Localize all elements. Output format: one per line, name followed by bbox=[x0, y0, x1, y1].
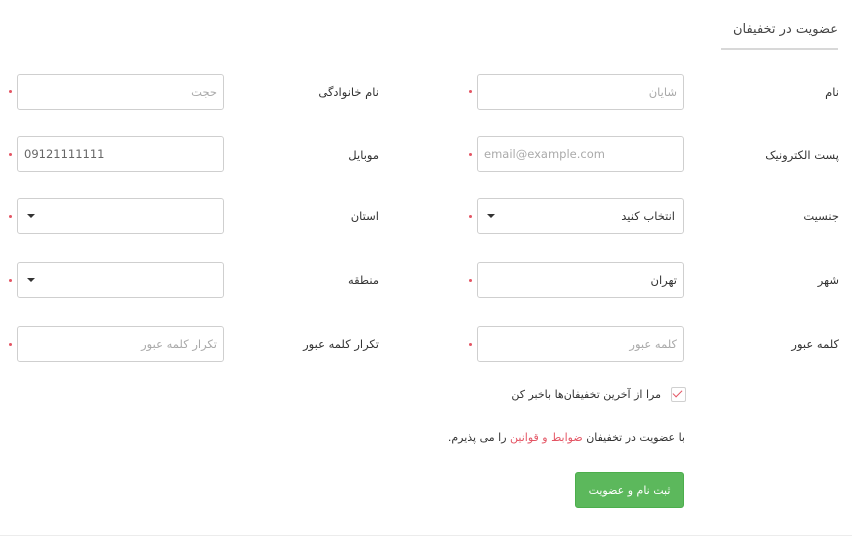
email-input[interactable] bbox=[478, 137, 683, 171]
first-name-input[interactable] bbox=[478, 75, 683, 109]
password-field[interactable] bbox=[477, 326, 684, 362]
gender-select[interactable] bbox=[477, 198, 684, 234]
province-required-dot bbox=[9, 215, 12, 218]
newsletter-checkbox[interactable] bbox=[671, 387, 686, 402]
password-repeat-field[interactable] bbox=[17, 326, 224, 362]
terms-link[interactable]: ضوابط و قوانین bbox=[510, 431, 583, 444]
newsletter-option[interactable] bbox=[511, 387, 686, 402]
mobile-field[interactable] bbox=[17, 136, 224, 172]
gender-required-dot bbox=[469, 215, 472, 218]
region-label: منطقه bbox=[347, 273, 379, 287]
password-repeat-label: تکرار کلمه عبور bbox=[303, 337, 379, 351]
gender-label: جنسیت bbox=[803, 209, 839, 223]
first-name-field[interactable] bbox=[477, 74, 684, 110]
region-select[interactable] bbox=[17, 262, 224, 298]
checkmark-icon bbox=[673, 388, 683, 398]
password-repeat-input[interactable] bbox=[18, 327, 223, 361]
city-required-dot bbox=[469, 279, 472, 282]
password-required-dot bbox=[469, 343, 472, 346]
city-label: شهر bbox=[817, 273, 839, 287]
mobile-required-dot bbox=[9, 153, 12, 156]
region-required-dot bbox=[9, 279, 12, 282]
chevron-down-icon bbox=[27, 214, 35, 218]
terms-prefix: با عضویت در تخفیفان bbox=[586, 431, 685, 444]
province-select[interactable] bbox=[17, 198, 224, 234]
mobile-label: موبایل bbox=[348, 148, 379, 162]
password-label: کلمه عبور bbox=[791, 337, 839, 351]
city-field[interactable] bbox=[477, 262, 684, 298]
mobile-input[interactable] bbox=[18, 137, 223, 171]
first-name-label: نام bbox=[825, 85, 839, 99]
newsletter-label: مرا از آخرین تخفیفان‌ها باخبر کن bbox=[511, 388, 661, 401]
password-repeat-required-dot bbox=[9, 343, 12, 346]
password-input[interactable] bbox=[478, 327, 683, 361]
province-label: استان bbox=[350, 209, 379, 223]
first-name-required-dot bbox=[469, 90, 472, 93]
last-name-label: نام خانوادگی bbox=[318, 85, 379, 99]
gender-selected-value: انتخاب کنید bbox=[621, 209, 675, 223]
terms-text bbox=[448, 431, 685, 444]
city-input[interactable] bbox=[478, 263, 683, 297]
chevron-down-icon bbox=[487, 214, 495, 218]
form-title: عضویت در تخفیفان bbox=[721, 22, 838, 50]
email-field[interactable] bbox=[477, 136, 684, 172]
last-name-field[interactable] bbox=[17, 74, 224, 110]
email-label: پست الکترونیک bbox=[765, 148, 839, 162]
terms-suffix: را می پذیرم. bbox=[447, 431, 507, 444]
chevron-down-icon bbox=[27, 278, 35, 282]
submit-button[interactable]: ثبت نام و عضویت bbox=[575, 472, 684, 508]
last-name-required-dot bbox=[9, 90, 12, 93]
bottom-divider bbox=[0, 535, 852, 536]
email-required-dot bbox=[469, 153, 472, 156]
last-name-input[interactable] bbox=[18, 75, 223, 109]
